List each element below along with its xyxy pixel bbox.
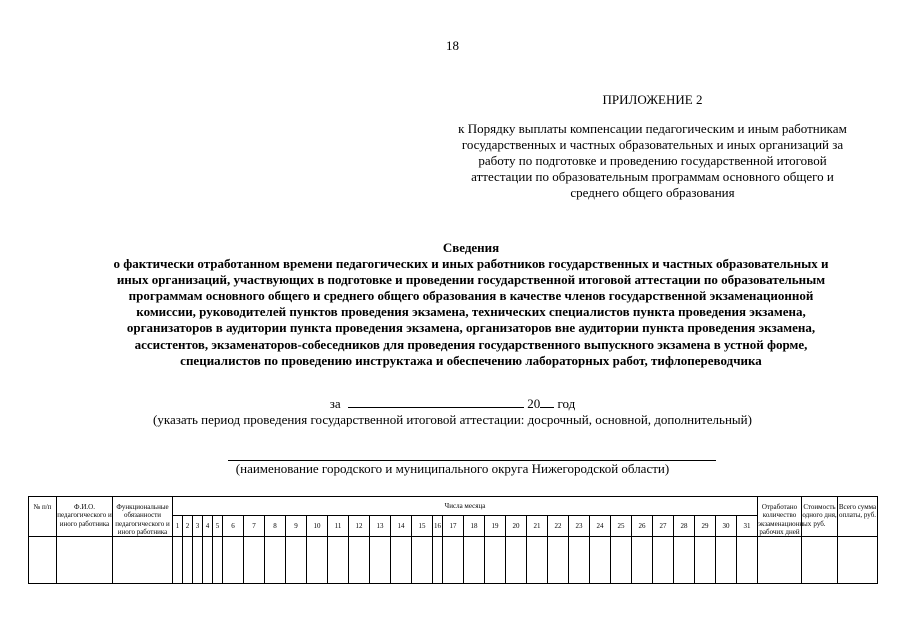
table-cell: [244, 537, 265, 584]
day-number-cell: 26: [632, 515, 653, 536]
day-number-cell: 17: [443, 515, 464, 536]
document-subject: о фактически отработанном времени педагогических и иных работников государственных и частных образовательных и иных организаций, участвующих в подготовке и проведении государственной итоговой аттестации по образовательным программам основного общего и среднего общего образования в качестве членов государственной экзаменационной комиссии, руководителей пунктов проведения экзамена, технических специалистов пункта проведения экзамена, организаторов в аудитории пункта проведения экзамена, организаторов вне аудитории пункта проведения экзамена, ассистентов, экзаменаторов-собеседников для проведения государственного выпускного экзамена в устной форме, специалистов по проведению инструктажа и обеспечению лабораторных работ, тифлопереводчика: [113, 256, 829, 368]
table-cell: [57, 537, 113, 584]
table-cell: [391, 537, 412, 584]
table-cell: [653, 537, 674, 584]
table-header-row: [29, 497, 878, 516]
appendix-title: ПРИЛОЖЕНИЕ 2: [602, 92, 703, 107]
day-number-cell: 30: [716, 515, 737, 536]
col-position-header: Функциональные обязанности педагогического и иного работника: [113, 497, 173, 537]
period-line: [0, 395, 905, 412]
day-number-cell: 29: [695, 515, 716, 536]
table-cell: [370, 537, 391, 584]
period-year-prefix: 20: [527, 396, 541, 411]
day-number-cell: 5: [213, 515, 223, 536]
table-cell: [527, 537, 548, 584]
table-cell: [838, 537, 878, 584]
col-number-header: № п/п: [29, 497, 57, 537]
day-number-cell: 24: [590, 515, 611, 536]
table-cell: [412, 537, 433, 584]
day-number-cell: 12: [349, 515, 370, 536]
col-days-header: Числа месяца: [173, 497, 758, 516]
day-number-cell: 13: [370, 515, 391, 536]
table-cell: [485, 537, 506, 584]
table-cell: [464, 537, 485, 584]
col-worked-header: Отработано количество экзаменационных рабочих дней: [758, 497, 802, 537]
day-number-cell: 14: [391, 515, 412, 536]
table-cell: [349, 537, 370, 584]
table-cell: [548, 537, 569, 584]
table-cell: [695, 537, 716, 584]
table-cell: [173, 537, 183, 584]
year-blank: [540, 395, 554, 408]
day-number-cell: 3: [193, 515, 203, 536]
day-number-cell: 11: [328, 515, 349, 536]
col-rate-header: Стоимость одного дня, руб.: [802, 497, 838, 537]
day-number-cell: 10: [307, 515, 328, 536]
period-hint: (указать период проведения государственной итоговой аттестации: досрочный, основной, дополнительный): [153, 412, 752, 427]
table-cell: [737, 537, 758, 584]
table-cell: [569, 537, 590, 584]
col-name-header: Ф.И.О. педагогического и иного работника: [57, 497, 113, 537]
col-total-header: Всего сумма оплаты, руб.: [838, 497, 878, 537]
day-number-cell: 25: [611, 515, 632, 536]
day-number-cell: 9: [286, 515, 307, 536]
table-cell: [223, 537, 244, 584]
table-cell: [183, 537, 193, 584]
table-cell: [433, 537, 443, 584]
table-cell: [265, 537, 286, 584]
table-row: [29, 537, 878, 584]
table-cell: [716, 537, 737, 584]
day-number-cell: 27: [653, 515, 674, 536]
table-cell: [29, 537, 57, 584]
document-heading: [100, 240, 842, 369]
table-cell: [611, 537, 632, 584]
period-suffix: год: [557, 396, 576, 411]
table-cell: [328, 537, 349, 584]
day-number-cell: 7: [244, 515, 265, 536]
table-cell: [213, 537, 223, 584]
table-cell: [632, 537, 653, 584]
table-cell: [203, 537, 213, 584]
table-cell: [758, 537, 802, 584]
day-number-cell: 2: [183, 515, 193, 536]
period-prefix: за: [329, 396, 341, 411]
table-cell: [286, 537, 307, 584]
table-cell: [802, 537, 838, 584]
day-number-cell: 15: [412, 515, 433, 536]
table-cell: [443, 537, 464, 584]
day-number-cell: 23: [569, 515, 590, 536]
table-cell: [193, 537, 203, 584]
day-number-cell: 6: [223, 515, 244, 536]
period-blank: [348, 395, 524, 408]
district-hint: (наименование городского и муниципального округа Нижегородской области): [235, 461, 670, 476]
day-number-cell: 20: [506, 515, 527, 536]
page-number: 18: [446, 38, 459, 53]
document-title: Сведения: [442, 240, 500, 255]
day-number-cell: 21: [527, 515, 548, 536]
table-cell: [590, 537, 611, 584]
day-number-cell: 18: [464, 515, 485, 536]
table-cell: [307, 537, 328, 584]
day-number-cell: 22: [548, 515, 569, 536]
day-number-cell: 16: [433, 515, 443, 536]
appendix-text: к Порядку выплаты компенсации педагогическим и иным работникам государственных и частных образовательных и иных организаций за работу по подготовке и проведению государственной итоговой аттестации по образовательным программам основного общего и среднего общего образования: [458, 121, 847, 200]
table-cell: [506, 537, 527, 584]
day-number-cell: 31: [737, 515, 758, 536]
day-number-cell: 8: [265, 515, 286, 536]
table-cell: [674, 537, 695, 584]
day-number-cell: 19: [485, 515, 506, 536]
report-table: [28, 496, 878, 584]
day-number-cell: 28: [674, 515, 695, 536]
day-number-cell: 1: [173, 515, 183, 536]
day-number-cell: 4: [203, 515, 213, 536]
table-cell: [113, 537, 173, 584]
